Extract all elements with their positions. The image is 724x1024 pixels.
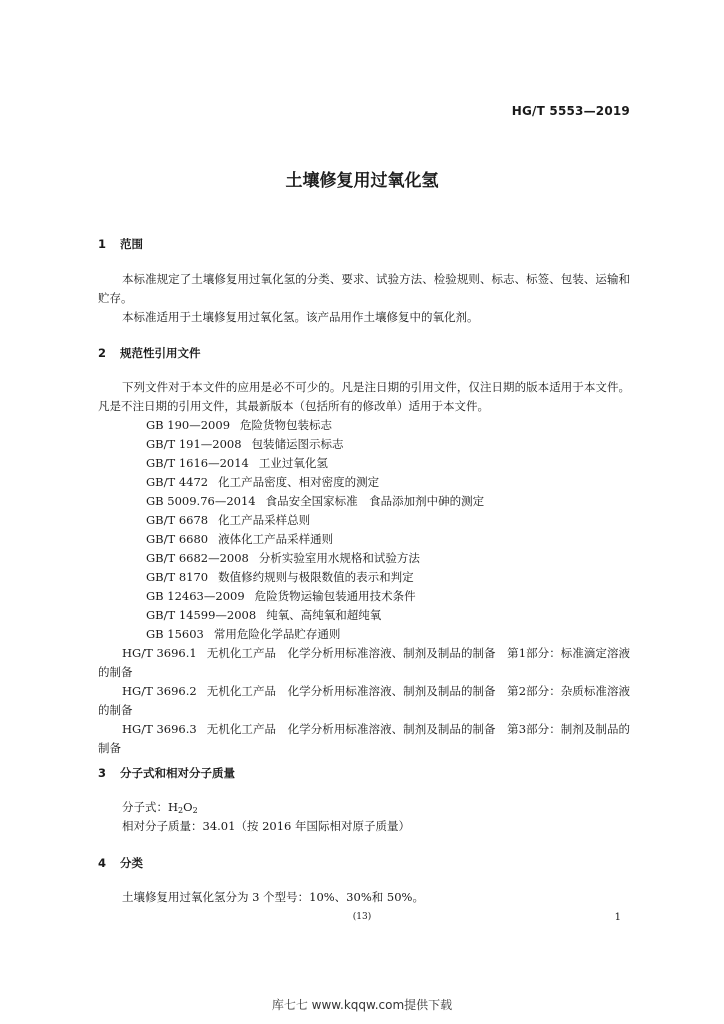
section-title: 规范性引用文件 <box>120 346 201 360</box>
reference-item: GB 12463—2009 危险货物运输包装通用技术条件 <box>146 589 416 603</box>
reference-item: GB/T 4472 化工产品密度、相对密度的测定 <box>146 475 380 489</box>
section-number: 2 <box>98 346 107 360</box>
reference-item: GB 190—2009 危险货物包装标志 <box>146 418 333 432</box>
download-watermark[interactable]: 库七七 www.kqqw.com提供下载 <box>271 998 453 1012</box>
molecular-formula: 分子式：$H_2O_2$ <box>122 800 198 815</box>
section-4-heading <box>98 855 143 871</box>
section-number: 1 <box>98 237 107 251</box>
section-2-heading <box>98 345 201 361</box>
section-number: 3 <box>98 766 107 780</box>
reference-item: HG/T 3696.1 无机化工产品 化学分析用标准溶液、制剂及制品的制备 第1部分：标准滴定溶液的制备 <box>98 646 631 679</box>
section-3-heading <box>98 765 235 781</box>
reference-item: GB/T 8170 数值修约规则与极限数值的表示和判定 <box>146 570 414 584</box>
classification-text: 土壤修复用过氧化氢分为 3 个型号：10%、30%和 50%。 <box>122 890 424 904</box>
reference-item: GB/T 14599—2008 纯氧、高纯氧和超纯氧 <box>146 608 382 622</box>
reference-item: HG/T 3696.2 无机化工产品 化学分析用标准溶液、制剂及制品的制备 第2部分：杂质标准溶液的制备 <box>98 684 631 717</box>
section-title: 范围 <box>120 237 143 251</box>
sheet-number: (13) <box>352 912 372 922</box>
reference-item: GB/T 1616—2014 工业过氧化氢 <box>146 456 328 470</box>
section-title: 分子式和相对分子质量 <box>120 766 235 780</box>
reference-item: GB/T 6682—2008 分析实验室用水规格和试验方法 <box>146 551 420 565</box>
references-intro: 下列文件对于本文件的应用是必不可少的。凡是注日期的引用文件，仅注日期的版本适用于本文件。凡是不注日期的引用文件，其最新版本（包括所有的修改单）适用于本文件。 <box>98 380 630 413</box>
reference-item: GB/T 6680 液体化工产品采样通则 <box>146 532 334 546</box>
standard-code: HG/T 5553—2019 <box>511 104 630 118</box>
scope-paragraph-2: 本标准适用于土壤修复用过氧化氢。该产品用作土壤修复中的氧化剂。 <box>122 310 479 324</box>
reference-item: GB 15603 常用危险化学品贮存通则 <box>146 627 341 641</box>
reference-item: GB 5009.76—2014 食品安全国家标准 食品添加剂中砷的测定 <box>146 494 485 508</box>
document-title: 土壤修复用过氧化氢 <box>285 171 439 191</box>
scope-paragraph-1: 本标准规定了土壤修复用过氧化氢的分类、要求、试验方法、检验规则、标志、标签、包装、运输和贮存。 <box>98 272 630 305</box>
reference-item: GB/T 6678 化工产品采样总则 <box>146 513 311 527</box>
reference-item: HG/T 3696.3 无机化工产品 化学分析用标准溶液、制剂及制品的制备 第3部分：制剂及制品的制备 <box>98 722 631 755</box>
section-title: 分类 <box>120 856 143 870</box>
reference-item: GB/T 191—2008 包装储运图示标志 <box>146 437 344 451</box>
section-number: 4 <box>98 856 107 870</box>
reference-list <box>98 416 630 758</box>
section-1-heading <box>98 236 143 252</box>
molecular-mass: 相对分子质量：34.01（按 2016 年国际相对原子质量） <box>122 819 410 833</box>
page-number: 1 <box>614 912 621 923</box>
